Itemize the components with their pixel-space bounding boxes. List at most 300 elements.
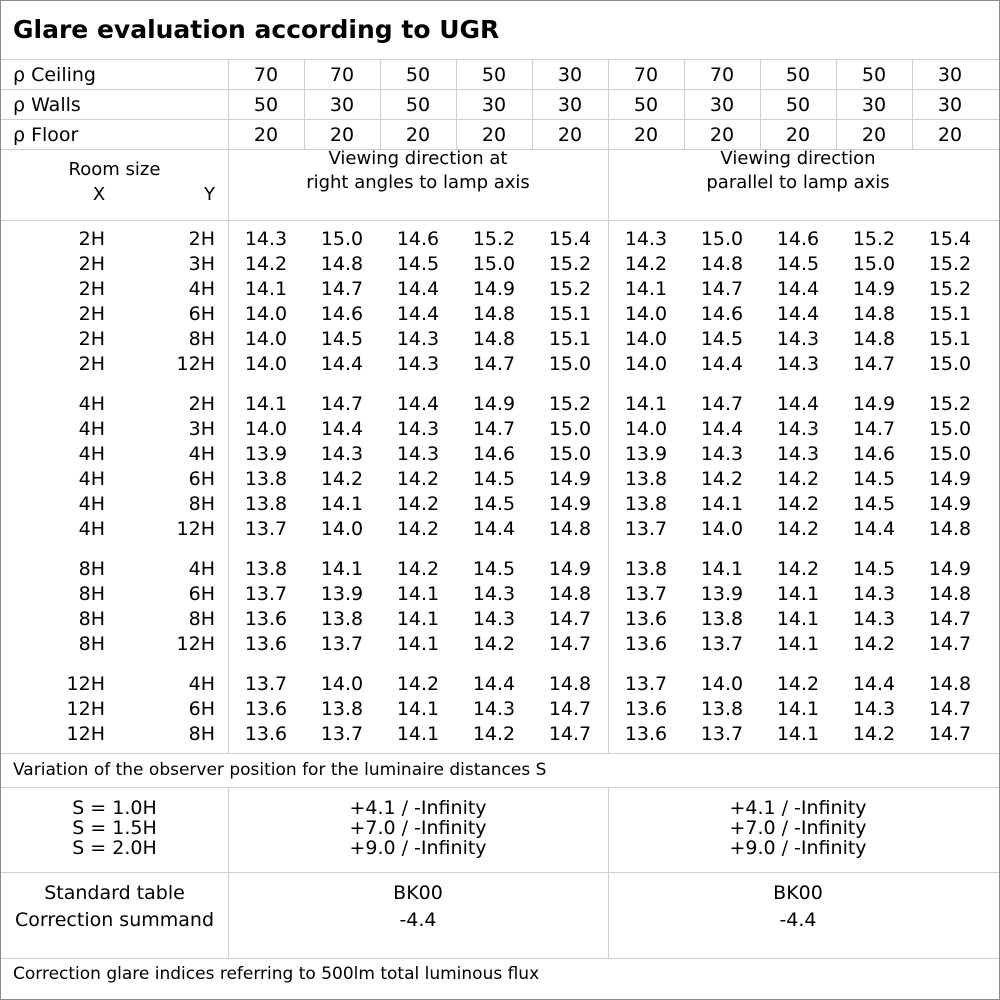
ugr-value: 14.1 (776, 583, 820, 605)
room-size-y-label: Y (204, 184, 215, 205)
reflectance-value: 30 (557, 64, 583, 86)
variation-value: +9.0 / -Infinity (729, 837, 867, 859)
ugr-value: 15.0 (928, 353, 972, 375)
room-x-value: 8H (78, 608, 105, 630)
distance-label: S = 1.0H (72, 797, 157, 819)
ugr-value: 15.1 (928, 303, 972, 325)
ugr-value: 14.1 (776, 608, 820, 630)
ugr-value: 14.7 (320, 278, 364, 300)
ugr-value: 14.4 (320, 418, 364, 440)
ugr-value: 14.0 (244, 418, 288, 440)
room-y-value: 2H (188, 393, 215, 415)
ugr-value: 15.0 (928, 418, 972, 440)
ugr-value: 13.9 (700, 583, 744, 605)
variation-value: +7.0 / -Infinity (349, 817, 487, 839)
ugr-value: 14.8 (700, 253, 744, 275)
table-row (1, 672, 988, 697)
ugr-value: 14.0 (624, 353, 668, 375)
ugr-value: 13.7 (624, 673, 668, 695)
reflectance-value: 70 (633, 64, 659, 86)
ugr-value: 14.3 (624, 228, 668, 250)
reflectance-value: 20 (405, 124, 431, 146)
room-y-value: 4H (188, 278, 215, 300)
room-y-value: 8H (188, 328, 215, 350)
ugr-value: 13.8 (700, 608, 744, 630)
room-y-value: 12H (176, 353, 215, 375)
reflectance-value: 70 (709, 64, 735, 86)
ugr-value: 14.3 (700, 443, 744, 465)
table-row (1, 517, 988, 542)
ugr-value: 14.0 (700, 518, 744, 540)
ugr-value: 15.2 (928, 278, 972, 300)
group-spacer (1, 657, 988, 672)
ugr-value: 14.5 (776, 253, 820, 275)
ugr-value: 13.6 (624, 723, 668, 745)
ugr-value: 14.6 (396, 228, 440, 250)
table-row (1, 632, 988, 657)
ugr-value: 14.4 (776, 393, 820, 415)
standard-value: -4.4 (399, 909, 437, 931)
variation-labels (1, 798, 228, 858)
ugr-value: 15.0 (928, 443, 972, 465)
ugr-value: 14.5 (852, 558, 896, 580)
ugr-value: 14.1 (396, 583, 440, 605)
ugr-value: 14.8 (928, 673, 972, 695)
ugr-value: 13.8 (700, 698, 744, 720)
room-y-value: 3H (188, 253, 215, 275)
reflectance-value: 30 (329, 94, 355, 116)
ugr-value: 13.8 (244, 468, 288, 490)
ugr-value: 14.4 (396, 393, 440, 415)
ugr-value: 14.1 (396, 633, 440, 655)
ugr-value: 14.1 (320, 558, 364, 580)
ugr-value: 13.7 (624, 583, 668, 605)
parallel-heading-line1: Viewing direction (720, 148, 876, 169)
reflectance-table (1, 60, 988, 150)
room-x-value: 2H (78, 278, 105, 300)
ugr-value: 14.2 (776, 468, 820, 490)
ugr-value: 14.4 (472, 673, 516, 695)
table-row (1, 492, 988, 517)
room-y-value: 6H (188, 698, 215, 720)
ugr-value: 14.2 (852, 633, 896, 655)
ugr-value: 14.7 (700, 278, 744, 300)
room-x-value: 2H (78, 328, 105, 350)
ugr-value: 15.0 (320, 228, 364, 250)
standard-parallel (608, 880, 988, 934)
table-row (1, 252, 988, 277)
room-x-value: 4H (78, 493, 105, 515)
ugr-value: 14.3 (472, 608, 516, 630)
ugr-value: 13.7 (700, 723, 744, 745)
table-row (1, 302, 988, 327)
ugr-value: 14.2 (776, 518, 820, 540)
table-row (1, 697, 988, 722)
ugr-value: 14.2 (396, 493, 440, 515)
reflectance-value: 20 (633, 124, 659, 146)
ugr-value: 14.7 (548, 723, 592, 745)
room-x-value: 4H (78, 518, 105, 540)
variation-value: +7.0 / -Infinity (729, 817, 867, 839)
reflectance-value: 50 (785, 64, 811, 86)
ugr-value: 15.0 (548, 443, 592, 465)
ugr-value: 14.0 (320, 673, 364, 695)
ugr-value: 14.3 (776, 353, 820, 375)
table-row (1, 442, 988, 467)
ugr-value: 15.2 (928, 393, 972, 415)
room-y-value: 6H (188, 468, 215, 490)
variation-value: +4.1 / -Infinity (729, 797, 867, 819)
room-y-value: 6H (188, 583, 215, 605)
reflectance-row-floor (1, 120, 988, 150)
variation-heading: Variation of the observer position for the luminaire distances S (13, 760, 547, 780)
ugr-value: 14.2 (244, 253, 288, 275)
ugr-value: 14.4 (852, 518, 896, 540)
ugr-value: 14.9 (472, 278, 516, 300)
ugr-value: 14.4 (320, 353, 364, 375)
table-row (1, 417, 988, 442)
ugr-value: 14.3 (852, 698, 896, 720)
reflectance-row-ceiling (1, 60, 988, 90)
ugr-value: 14.7 (928, 723, 972, 745)
variation-parallel (608, 798, 988, 858)
divider (1, 872, 999, 873)
reflectance-value: 30 (937, 94, 963, 116)
ugr-value: 13.7 (244, 673, 288, 695)
ugr-value: 13.6 (624, 633, 668, 655)
ugr-value: 14.0 (320, 518, 364, 540)
ugr-value: 14.4 (852, 673, 896, 695)
ugr-value: 14.7 (472, 418, 516, 440)
page-title: Glare evaluation according to UGR (13, 15, 500, 44)
room-x-value: 12H (66, 698, 105, 720)
ugr-value: 14.8 (472, 328, 516, 350)
ugr-value: 13.7 (320, 633, 364, 655)
room-size-x-label: X (92, 184, 106, 205)
ugr-value: 14.0 (700, 673, 744, 695)
ugr-value: 14.1 (244, 393, 288, 415)
ugr-value: 14.5 (396, 253, 440, 275)
reflectance-value: 30 (937, 64, 963, 86)
variation-value: +4.1 / -Infinity (349, 797, 487, 819)
ugr-value: 14.1 (776, 723, 820, 745)
table-row (1, 582, 988, 607)
ugr-value: 14.3 (776, 328, 820, 350)
ugr-value: 14.5 (852, 493, 896, 515)
room-x-value: 8H (78, 583, 105, 605)
ugr-value: 14.7 (928, 608, 972, 630)
ugr-value: 14.7 (928, 698, 972, 720)
ugr-value: 13.6 (624, 698, 668, 720)
ugr-value: 14.2 (776, 558, 820, 580)
ugr-value: 15.1 (548, 303, 592, 325)
divider (1, 220, 999, 221)
ugr-value: 13.6 (244, 698, 288, 720)
table-row (1, 392, 988, 417)
room-x-value: 2H (78, 353, 105, 375)
ugr-value: 15.2 (548, 393, 592, 415)
ugr-value: 13.8 (624, 468, 668, 490)
room-y-value: 3H (188, 418, 215, 440)
room-y-value: 8H (188, 723, 215, 745)
ugr-value: 14.6 (320, 303, 364, 325)
ugr-value: 14.3 (244, 228, 288, 250)
ugr-value: 14.2 (396, 468, 440, 490)
table-row (1, 277, 988, 302)
reflectance-value: 30 (861, 94, 887, 116)
ugr-value: 14.1 (320, 493, 364, 515)
ugr-value: 15.0 (548, 353, 592, 375)
ugr-value: 14.2 (700, 468, 744, 490)
ugr-value: 13.6 (244, 723, 288, 745)
ugr-value: 14.3 (776, 418, 820, 440)
reflectance-value: 50 (481, 64, 507, 86)
room-y-value: 6H (188, 303, 215, 325)
room-x-value: 8H (78, 558, 105, 580)
ugr-value: 14.3 (320, 443, 364, 465)
ugr-value: 14.4 (776, 303, 820, 325)
table-row (1, 557, 988, 582)
ugr-value: 15.2 (472, 228, 516, 250)
ugr-value: 14.1 (396, 723, 440, 745)
ugr-value: 14.4 (396, 303, 440, 325)
reflectance-value: 20 (709, 124, 735, 146)
room-y-value: 4H (188, 673, 215, 695)
table-row (1, 227, 988, 252)
room-x-value: 12H (66, 673, 105, 695)
ugr-value: 14.7 (548, 633, 592, 655)
ugr-value: 14.3 (852, 608, 896, 630)
room-y-value: 12H (176, 633, 215, 655)
ugr-value: 14.3 (776, 443, 820, 465)
parallel-heading-line2: parallel to lamp axis (706, 172, 890, 193)
ugr-value: 13.7 (244, 518, 288, 540)
ugr-value: 14.9 (852, 393, 896, 415)
ugr-value: 14.8 (548, 518, 592, 540)
ugr-value: 14.1 (700, 493, 744, 515)
reflectance-value: 20 (329, 124, 355, 146)
ugr-value: 13.7 (244, 583, 288, 605)
reflectance-value: 20 (481, 124, 507, 146)
ugr-value: 14.4 (700, 353, 744, 375)
ugr-value: 13.6 (624, 608, 668, 630)
ugr-value: 13.9 (624, 443, 668, 465)
table-row (1, 607, 988, 632)
ugr-value: 14.3 (396, 353, 440, 375)
ugr-value: 14.8 (472, 303, 516, 325)
room-x-value: 4H (78, 443, 105, 465)
perpendicular-heading-line2: right angles to lamp axis (306, 172, 530, 193)
ugr-value: 15.2 (928, 253, 972, 275)
ugr-value: 14.8 (928, 518, 972, 540)
ugr-value: 14.2 (852, 723, 896, 745)
ugr-value: 14.6 (472, 443, 516, 465)
footer-note: Correction glare indices referring to 500lm total luminous flux (13, 964, 540, 984)
reflectance-value: 70 (253, 64, 279, 86)
ugr-value: 14.1 (244, 278, 288, 300)
ugr-value: 15.2 (548, 253, 592, 275)
ugr-value: 14.7 (852, 418, 896, 440)
ugr-value: 14.6 (700, 303, 744, 325)
perpendicular-heading-line1: Viewing direction at (328, 148, 508, 169)
ugr-value: 14.7 (320, 393, 364, 415)
ugr-value: 14.6 (852, 443, 896, 465)
ugr-value: 14.9 (548, 558, 592, 580)
ugr-value: 14.8 (928, 583, 972, 605)
ugr-value: 14.7 (472, 353, 516, 375)
ugr-value: 14.3 (396, 418, 440, 440)
room-x-value: 2H (78, 303, 105, 325)
ugr-value: 14.9 (928, 558, 972, 580)
ugr-value: 13.6 (244, 608, 288, 630)
ugr-value: 14.2 (396, 518, 440, 540)
ugr-value: 14.0 (244, 353, 288, 375)
standard-value: BK00 (393, 882, 443, 904)
room-x-value: 12H (66, 723, 105, 745)
reflectance-value: 30 (481, 94, 507, 116)
ugr-value: 14.9 (548, 468, 592, 490)
ugr-value: 14.1 (776, 633, 820, 655)
ugr-value: 13.7 (320, 723, 364, 745)
ugr-value: 14.7 (852, 353, 896, 375)
table-row (1, 352, 988, 377)
reflectance-row-walls (1, 90, 988, 120)
ugr-value: 14.7 (928, 633, 972, 655)
ugr-value: 14.0 (624, 303, 668, 325)
ugr-value: 14.6 (776, 228, 820, 250)
ugr-value: 15.1 (928, 328, 972, 350)
ugr-value: 15.0 (700, 228, 744, 250)
ugr-value: 15.4 (548, 228, 592, 250)
room-size-label: Room size (68, 159, 161, 180)
ugr-value: 14.9 (472, 393, 516, 415)
ugr-value: 14.9 (852, 278, 896, 300)
ugr-value: 14.1 (624, 393, 668, 415)
room-x-value: 4H (78, 393, 105, 415)
reflectance-value: 20 (937, 124, 963, 146)
variation-perpendicular (228, 798, 608, 858)
ugr-value: 14.2 (396, 673, 440, 695)
reflectance-label: ρ Ceiling (13, 64, 96, 86)
ugr-value: 14.2 (472, 633, 516, 655)
ugr-value: 14.4 (396, 278, 440, 300)
standard-value: BK00 (773, 882, 823, 904)
distance-label: S = 1.5H (72, 817, 157, 839)
ugr-value: 14.7 (548, 698, 592, 720)
room-x-value: 2H (78, 253, 105, 275)
reflectance-value: 20 (861, 124, 887, 146)
standard-perpendicular (228, 880, 608, 934)
ugr-value: 14.1 (700, 558, 744, 580)
ugr-value: 14.0 (624, 328, 668, 350)
reflectance-value: 50 (253, 94, 279, 116)
ugr-value: 14.8 (852, 303, 896, 325)
ugr-value: 14.2 (624, 253, 668, 275)
ugr-value: 13.7 (624, 518, 668, 540)
ugr-value: 14.4 (776, 278, 820, 300)
reflectance-value: 50 (405, 94, 431, 116)
ugr-value: 14.2 (396, 558, 440, 580)
reflectance-label: ρ Floor (13, 124, 79, 146)
standard-label: Standard table (44, 882, 185, 904)
distance-label: S = 2.0H (72, 837, 157, 859)
room-x-value: 2H (78, 228, 105, 250)
ugr-value: 14.1 (776, 698, 820, 720)
standard-value: -4.4 (779, 909, 817, 931)
reflectance-value: 30 (709, 94, 735, 116)
ugr-value: 15.1 (548, 328, 592, 350)
reflectance-value: 20 (253, 124, 279, 146)
room-y-value: 8H (188, 493, 215, 515)
ugr-value: 13.8 (320, 698, 364, 720)
ugr-value: 13.7 (700, 633, 744, 655)
ugr-value: 13.8 (624, 558, 668, 580)
ugr-value: 14.3 (472, 698, 516, 720)
ugr-value: 14.8 (320, 253, 364, 275)
ugr-value: 14.8 (548, 583, 592, 605)
reflectance-value: 30 (557, 94, 583, 116)
room-x-value: 4H (78, 468, 105, 490)
variation-value: +9.0 / -Infinity (349, 837, 487, 859)
room-x-value: 4H (78, 418, 105, 440)
reflectance-value: 20 (557, 124, 583, 146)
ugr-value: 15.0 (852, 253, 896, 275)
ugr-value: 14.1 (624, 278, 668, 300)
room-y-value: 12H (176, 518, 215, 540)
ugr-value: 14.2 (776, 673, 820, 695)
reflectance-value: 70 (329, 64, 355, 86)
group-spacer (1, 377, 988, 392)
ugr-value: 14.5 (472, 558, 516, 580)
ugr-value: 15.0 (548, 418, 592, 440)
ugr-value: 15.2 (852, 228, 896, 250)
ugr-value: 14.5 (700, 328, 744, 350)
ugr-value: 14.8 (548, 673, 592, 695)
ugr-value: 14.9 (928, 468, 972, 490)
ugr-value: 14.2 (776, 493, 820, 515)
ugr-value: 14.1 (396, 698, 440, 720)
ugr-value: 15.4 (928, 228, 972, 250)
ugr-value: 13.8 (244, 493, 288, 515)
ugr-value: 14.0 (244, 328, 288, 350)
ugr-value: 14.3 (852, 583, 896, 605)
ugr-value: 14.3 (472, 583, 516, 605)
room-x-value: 8H (78, 633, 105, 655)
ugr-value: 14.1 (396, 608, 440, 630)
ugr-value: 14.3 (396, 328, 440, 350)
ugr-value: 14.4 (700, 418, 744, 440)
divider (1, 753, 999, 754)
ugr-value: 14.4 (472, 518, 516, 540)
reflectance-value: 50 (861, 64, 887, 86)
ugr-value: 14.9 (548, 493, 592, 515)
ugr-value: 13.6 (244, 633, 288, 655)
ugr-value: 13.8 (320, 608, 364, 630)
table-row (1, 722, 988, 747)
divider (1, 787, 999, 788)
room-y-value: 8H (188, 608, 215, 630)
group-spacer (1, 542, 988, 557)
room-y-value: 4H (188, 443, 215, 465)
ugr-value: 14.2 (320, 468, 364, 490)
reflectance-label: ρ Walls (13, 94, 81, 116)
ugr-value: 14.5 (472, 493, 516, 515)
reflectance-value: 20 (785, 124, 811, 146)
table-row (1, 467, 988, 492)
ugr-value: 13.8 (244, 558, 288, 580)
reflectance-value: 50 (405, 64, 431, 86)
room-y-value: 4H (188, 558, 215, 580)
